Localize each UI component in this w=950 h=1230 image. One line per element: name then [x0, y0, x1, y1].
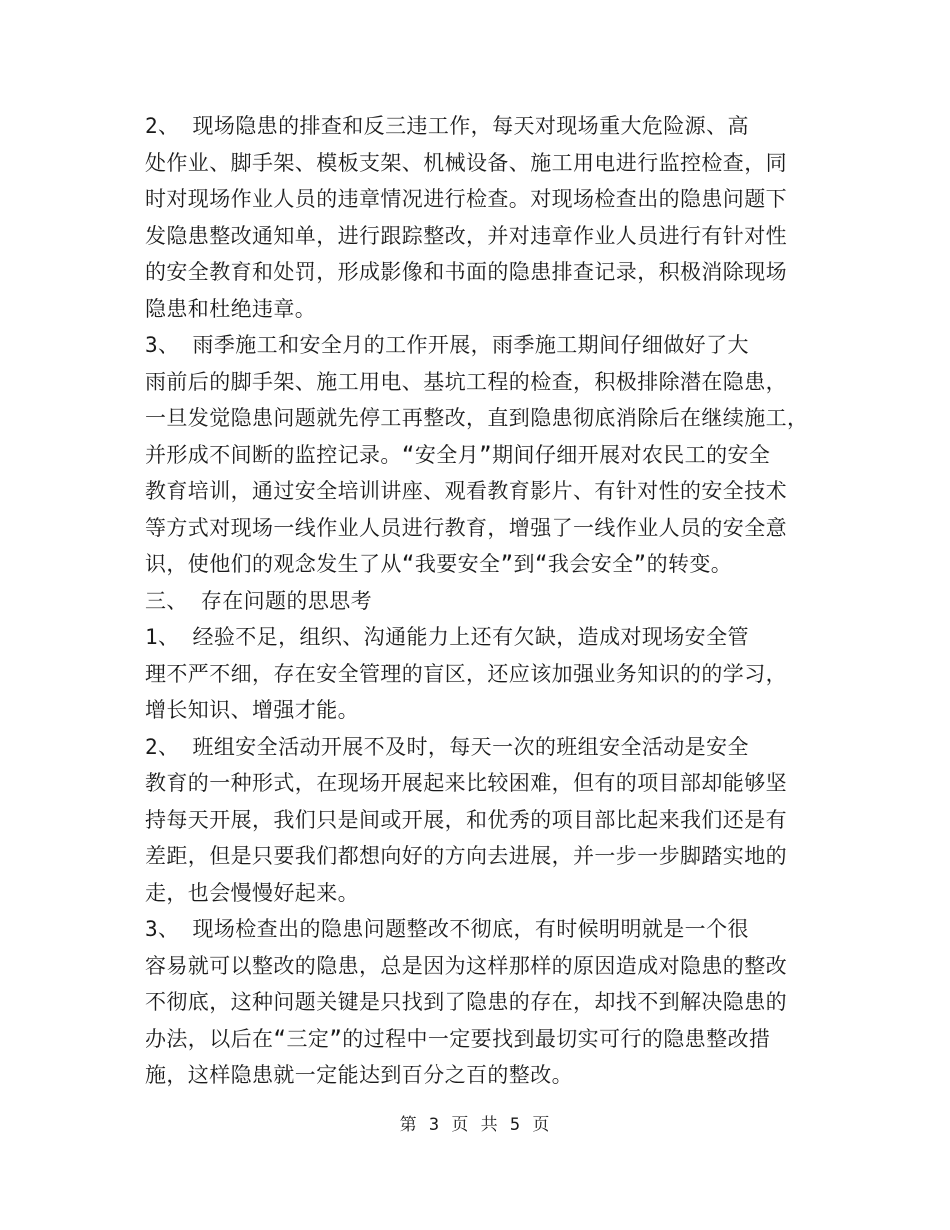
- text-line: 时对现场作业人员的违章情况进行检查。对现场检查出的隐患问题下: [145, 187, 787, 211]
- document-body: [145, 108, 809, 1094]
- text-line: 容易就可以整改的隐患，总是因为这样那样的原因造成对隐患的整改: [145, 953, 787, 978]
- text-line: 1、 经验不足，组织、沟通能力上还有欠缺，造成对现场安全管: [145, 625, 749, 649]
- text-line: 2、 班组安全活动开展不及时，每天一次的班组安全活动是安全: [145, 734, 749, 759]
- page-number: 第 3 页 共 5 页: [399, 1115, 551, 1135]
- text-line: 不彻底，这种问题关键是只找到了隐患的存在，却找不到解决隐患的: [145, 990, 787, 1014]
- text-line: 差距，但是只要我们都想向好的方向去进展，并一步一步脚踏实地的: [145, 844, 787, 868]
- text-line: 发隐患整改通知单，进行跟踪整改，并对违章作业人员进行有针对性: [145, 223, 787, 248]
- text-line: 等方式对现场一线作业人员进行教育，增强了一线作业人员的安全意: [145, 515, 787, 540]
- text-line: 2、 现场隐患的排查和反三违工作，每天对现场重大危险源、高: [145, 114, 749, 138]
- text-line: 一旦发觉隐患问题就先停工再整改，直到隐患彻底消除后在继续施工，: [145, 406, 809, 430]
- text-line: 理不严不细，存在安全管理的盲区，还应该加强业务知识的的学习，: [145, 661, 787, 686]
- section-heading: 三、 存在问题的思思考: [145, 588, 373, 613]
- text-line: 教育的一种形式，在现场开展起来比较困难，但有的项目部却能够坚: [145, 771, 787, 795]
- text-line: 并形成不间断的监控记录。“安全月”期间仔细开展对农民工的安全: [145, 442, 771, 467]
- text-line: 走，也会慢慢好起来。: [145, 880, 359, 905]
- text-line: 识，使他们的观念发生了从“我要安全”到“我会安全”的转变。: [145, 552, 733, 576]
- text-line: 处作业、脚手架、模板支架、机械设备、施工用电进行监控检查，同: [145, 150, 787, 175]
- text-line: 持每天开展，我们只是间或开展，和优秀的项目部比起来我们还是有: [145, 807, 787, 832]
- text-line: 的安全教育和处罚，形成影像和书面的隐患排查记录，积极消除现场: [145, 260, 787, 284]
- text-line: 隐患和杜绝违章。: [145, 296, 317, 321]
- text-line: 3、 雨季施工和安全月的工作开展，雨季施工期间仔细做好了大: [145, 333, 749, 357]
- text-line: 办法，以后在“三定”的过程中一定要找到最切实可行的隐患整改措: [145, 1026, 771, 1051]
- text-line: 教育培训，通过安全培训讲座、观看教育影片、有针对性的安全技术: [145, 479, 787, 503]
- text-line: 增长知识、增强才能。: [145, 698, 359, 722]
- text-line: 3、 现场检查出的隐患问题整改不彻底，有时候明明就是一个很: [145, 917, 749, 941]
- text-line: 施，这样隐患就一定能达到百分之百的整改。: [145, 1063, 573, 1087]
- text-line: 雨前后的脚手架、施工用电、基坑工程的检查，积极排除潜在隐患，: [145, 369, 787, 394]
